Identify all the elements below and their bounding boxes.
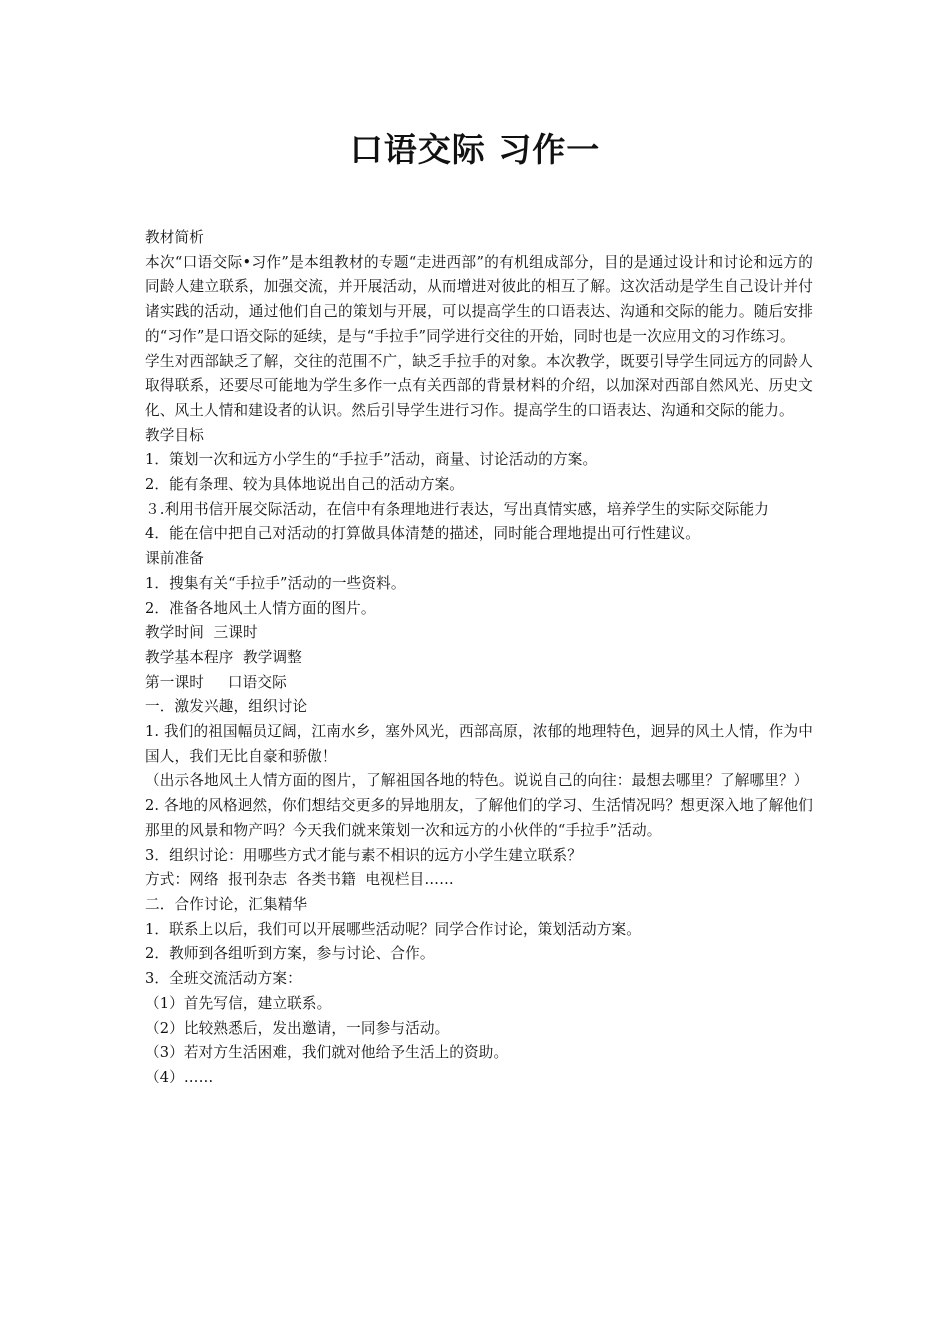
document-title: 口语交际 习作一 (349, 130, 601, 169)
section-heading-preparation: 课前准备 (145, 550, 204, 568)
paragraph-student-analysis: 学生对西部缺乏了解，交往的范围不广，缺乏手拉手的对象。本次教学，既要引导学生同远方的同龄人取得联系，还要尽可能地为学生多作一点有关西部的背景材料的介绍，以加深对西部自然风光、历史文化、风土人情和建设者的认识。然后引导学生进行习作。提高学生的口语表达、沟通和交际的能力。 (145, 352, 813, 419)
step-two-heading: 二．合作讨论，汇集精华 (145, 895, 308, 913)
preparation-item: 2．准备各地风土人情方面的图片。 (145, 599, 376, 617)
plan-item: （2）比较熟悉后，发出邀请，一同参与活动。 (145, 1019, 450, 1037)
objective-item: 1．策划一次和远方小学生的“手拉手”活动，商量、讨论活动的方案。 (145, 451, 598, 469)
document-body (145, 226, 813, 1091)
step-one-heading: 一．激发兴趣，组织讨论 (145, 698, 308, 716)
step-paragraph: 2. 各地的风格迥然，你们想结交更多的异地朋友，了解他们的学习、生活情况吗？想更深入地了解他们那里的风景和物产吗？今天我们就来策划一次和远方的小伙伴的“手拉手”活动。 (145, 797, 813, 839)
step-paragraph: （出示各地风土人情方面的图片，了解祖国各地的特色。说说自己的向往：最想去哪里？了解哪里？） (145, 772, 809, 790)
step-paragraph: 2．教师到各组听到方案，参与讨论、合作。 (145, 945, 435, 963)
section-heading-objectives: 教学目标 (145, 426, 204, 444)
plan-item: （1）首先写信，建立联系。 (145, 994, 332, 1012)
step-paragraph: 1. 我们的祖国幅员辽阔，江南水乡，塞外风光，西部高原，浓郁的地理特色，迥异的风土人情，作为中国人，我们无比自豪和骄傲！ (145, 723, 813, 765)
objective-item: 4．能在信中把自己对活动的打算做具体清楚的描述，同时能合理地提出可行性建议。 (145, 525, 700, 543)
plan-item: （4）…… (145, 1068, 214, 1086)
objective-item: 2．能有条理、较为具体地说出自己的活动方案。 (145, 476, 465, 494)
step-paragraph: 3．全班交流活动方案： (145, 970, 302, 988)
teaching-procedure-heading: 教学基本程序 教学调整 (145, 648, 303, 666)
step-paragraph: 1．联系上以后，我们可以开展哪些活动呢？同学合作讨论，策划活动方案。 (145, 920, 641, 938)
objective-item: ３.利用书信开展交际活动，在信中有条理地进行表达，写出真情实感，培养学生的实际交际能力 (145, 500, 770, 518)
section-heading-textbook-analysis: 教材简析 (145, 229, 204, 246)
step-paragraph: 3．组织讨论：用哪些方式才能与素不相识的远方小学生建立联系？ (145, 846, 583, 864)
methods-list: 方式：网络 报刊杂志 各类书籍 电视栏目…… (145, 871, 454, 889)
plan-item: （3）若对方生活困难，我们就对他给予生活上的资助。 (145, 1044, 509, 1062)
paragraph-intro: 本次“口语交际•习作”是本组教材的专题“走进西部”的有机组成部分，目的是通过设计和讨论和远方的同龄人建立联系，加强交流，并开展活动，从而增进对彼此的相互了解。这次活动是学生自己设计并付诸实践的活动，通过他们自己的策划与开展，可以提高学生的口语表达、沟通和交际的能力。随后安排的“习作”是口语交际的延续，是与“手拉手”同学进行交往的开始，同时也是一次应用文的习作练习。 (145, 253, 813, 345)
teaching-time: 教学时间 三课时 (145, 624, 258, 642)
preparation-item: 1．搜集有关“手拉手”活动的一些资料。 (145, 574, 406, 592)
lesson-one-heading: 第一课时 口语交际 (145, 673, 287, 691)
